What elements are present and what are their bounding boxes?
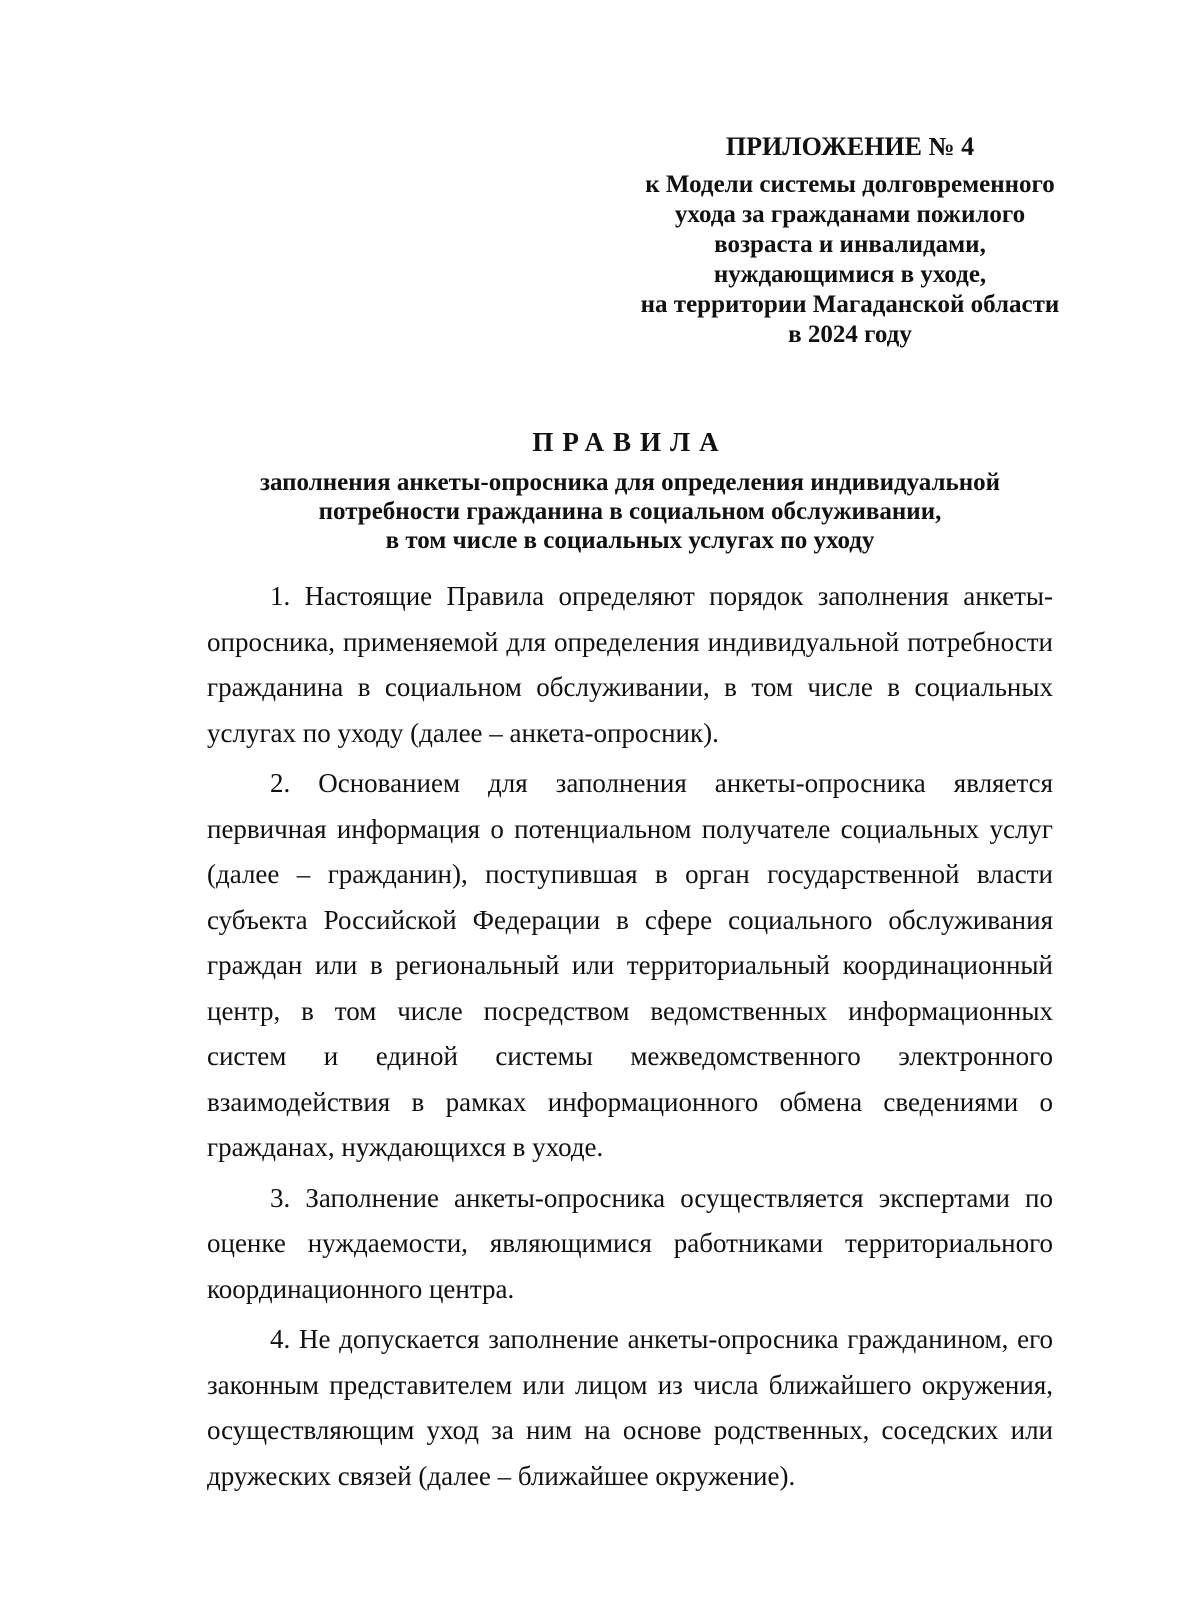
paragraph-2: 2. Основанием для заполнения анкеты-опросника является первичная информация о потенциальном получателе социальных услуг (далее – гражданин), поступившая в орган государственной власти субъекта Российской Федерации в сфере социального обслуживания граждан или в региональный или территориальный координационный центр, в том числе посредством ведомственных информационных систем и единой системы межведомственного электронного взаимодействия в рамках информационного обмена сведениями о гражданах, нуждающихся в уходе. [207,768,1053,1162]
appendix-line: ухода за гражданами пожилого [674,201,1026,228]
appendix-line: нуждающимися в уходе, [713,261,987,288]
appendix-line: к Модели системы долговременного [645,171,1055,198]
appendix-line: на территории Магаданской области [640,291,1060,318]
rules-title: ПРАВИЛА [532,427,728,457]
rules-heading [180,426,1080,555]
appendix-header [600,132,1100,350]
rules-subtitle-line: потребности гражданина в социальном обслуживании, [318,498,942,525]
document-body [207,574,1053,1504]
paragraph-3: 3. Заполнение анкеты-опросника осуществляется экспертами по оценке нуждаемости, являющимися работниками территориального координационного центра. [207,1182,1053,1304]
appendix-title: ПРИЛОЖЕНИЕ № 4 [725,132,975,161]
rules-subtitle-line: в том числе в социальных услугах по уходу [385,527,875,554]
appendix-line: возраста и инвалидами, [714,231,986,258]
paragraph-4: 4. Не допускается заполнение анкеты-опросника гражданином, его законным представителем или лицом из числа ближайшего окружения, осуществляющим уход за ним на основе родственных, соседских или дружеских связей (далее – ближайшее окружение). [207,1324,1053,1491]
appendix-line: в 2024 году [788,321,912,348]
paragraph-1: 1. Настоящие Правила определяют порядок заполнения анкеты-опросника, применяемой для определения индивидуальной потребности гражданина в социальном обслуживании, в том числе в социальных услугах по уходу (далее – анкета-опросник). [207,581,1053,748]
rules-subtitle-line: заполнения анкеты-опросника для определения индивидуальной [259,469,1001,496]
